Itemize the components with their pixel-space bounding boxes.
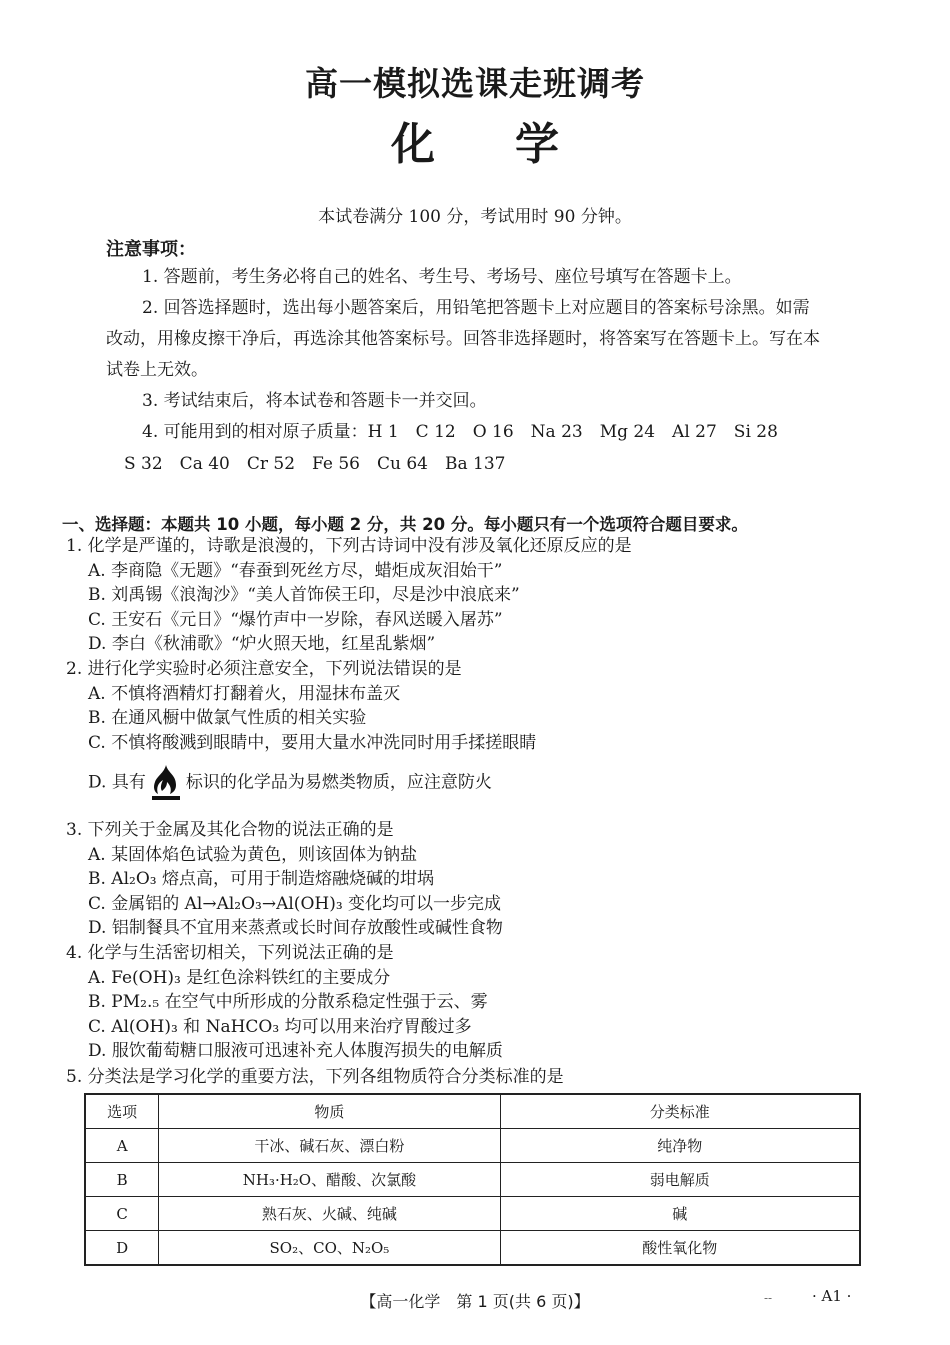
table-cell: SO₂、CO、N₂O₅ [159, 1231, 500, 1266]
table-header-substance: 物质 [159, 1094, 500, 1129]
option-a: A. 李商隐《无题》“春蚕到死丝方尽，蜡炬成灰泪始干” [88, 560, 503, 581]
table-cell: C [85, 1197, 159, 1231]
question-stem: 5. 分类法是学习化学的重要方法，下列各组物质符合分类标准的是 [66, 1067, 564, 1087]
notice-item-4: 4. 可能用到的相对原子质量：H 1 C 12 O 16 Na 23 Mg 24 Al 27 Si 28 [142, 422, 778, 442]
option-a: A. 某固体焰色试验为黄色，则该固体为钠盐 [88, 844, 418, 865]
question-3 [66, 818, 866, 941]
notice-item-1: 1. 答题前，考生务必将自己的姓名、考生号、考场号、座位号填写在答题卡上。 [142, 267, 742, 287]
table-cell: 熟石灰、火碱、纯碱 [159, 1197, 500, 1231]
table-header-row [85, 1094, 860, 1129]
option-c: C. 不慎将酸溅到眼睛中，要用大量水冲洗同时用手揉搓眼睛 [88, 732, 537, 753]
table-cell: D [85, 1231, 159, 1266]
paper-code: · A1 · [812, 1287, 852, 1305]
option-d: D. 服饮葡萄糖口服液可迅速补充人体腹泻损失的电解质 [88, 1041, 503, 1061]
notice-item-3: 3. 考试结束后，将本试卷和答题卡一并交回。 [142, 391, 487, 411]
option-d [66, 763, 866, 803]
option-c: C. 王安石《元日》“爆竹声中一岁除，春风送暖入屠苏” [88, 609, 503, 630]
table-cell: B [85, 1163, 159, 1197]
exam-info: 本试卷满分 100 分，考试用时 90 分钟。 [318, 207, 632, 227]
question-stem: 3. 下列关于金属及其化合物的说法正确的是 [66, 820, 394, 840]
option-a: A. Fe(OH)₃ 是红色涂料铁红的主要成分 [88, 967, 391, 988]
question-4 [66, 941, 866, 1064]
classification-table [84, 1093, 861, 1266]
option-d-suffix: 标识的化学品为易燃类物质，应注意防火 [185, 772, 492, 793]
question-2 [66, 657, 866, 803]
exam-title: 高一模拟选课走班调考 [305, 64, 645, 103]
subject-title: 化学 [391, 119, 639, 170]
option-d-prefix: D. 具有 [88, 772, 146, 793]
table-row [85, 1197, 860, 1231]
option-a: A. 不慎将酒精灯打翻着火，用湿抹布盖灭 [88, 683, 401, 704]
notice-list [106, 262, 821, 448]
section-heading: 一、选择题：本题共 10 小题，每小题 2 分，共 20 分。每小题只有一个选项符合题目要求。 [62, 515, 748, 534]
question-stem: 1. 化学是严谨的，诗歌是浪漫的，下列古诗词中没有涉及氧化还原反应的是 [66, 536, 632, 556]
table-cell: 弱电解质 [500, 1163, 860, 1197]
table-row [85, 1163, 860, 1197]
table-cell: 碱 [500, 1197, 860, 1231]
table-cell: NH₃·H₂O、醋酸、次氯酸 [159, 1163, 500, 1197]
table-row [85, 1129, 860, 1163]
option-c: C. 金属铝的 Al→Al₂O₃→Al(OH)₃ 变化均可以一步完成 [88, 893, 502, 914]
table-cell: 酸性氧化物 [500, 1231, 860, 1266]
footer-dash: -- [764, 1291, 773, 1305]
table-header-standard: 分类标准 [500, 1094, 860, 1129]
table-row [85, 1231, 860, 1266]
notice-title: 注意事项： [106, 239, 196, 260]
option-b: B. Al₂O₃ 熔点高，可用于制造熔融烧碱的坩埚 [88, 869, 434, 889]
atomic-masses-cont: S 32 Ca 40 Cr 52 Fe 56 Cu 64 Ba 137 [124, 454, 506, 474]
option-b: B. 在通风橱中做氯气性质的相关实验 [88, 708, 367, 728]
table-cell: 纯净物 [500, 1129, 860, 1163]
option-c: C. Al(OH)₃ 和 NaHCO₃ 均可以用来治疗胃酸过多 [88, 1016, 472, 1037]
flammable-hazard-icon [146, 763, 186, 803]
table-cell: 干冰、碱石灰、漂白粉 [159, 1129, 500, 1163]
option-d: D. 李白《秋浦歌》“炉火照天地，红星乱紫烟” [88, 634, 436, 654]
table-cell: A [85, 1129, 159, 1163]
question-5 [66, 1065, 866, 1090]
notice-item-2: 2. 回答选择题时，选出每小题答案后，用铅笔把答题卡上对应题目的答案标号涂黑。如需改动，用橡皮擦干净后，再选涂其他答案标号。回答非选择题时，将答案写在答题卡上。写在本试卷上无效。 [106, 298, 820, 380]
option-b: B. PM₂.₅ 在空气中所形成的分散系稳定性强于云、雾 [88, 992, 488, 1012]
page-footer: 【高一化学 第 1 页(共 6 页)】 [360, 1292, 590, 1311]
option-b: B. 刘禹锡《浪淘沙》“美人首饰侯王印，尽是沙中浪底来” [88, 585, 520, 605]
question-stem: 4. 化学与生活密切相关，下列说法正确的是 [66, 943, 394, 963]
question-stem: 2. 进行化学实验时必须注意安全，下列说法错误的是 [66, 659, 462, 679]
option-d: D. 铝制餐具不宜用来蒸煮或长时间存放酸性或碱性食物 [88, 918, 503, 938]
table-header-option: 选项 [85, 1094, 159, 1129]
question-1 [66, 534, 866, 657]
